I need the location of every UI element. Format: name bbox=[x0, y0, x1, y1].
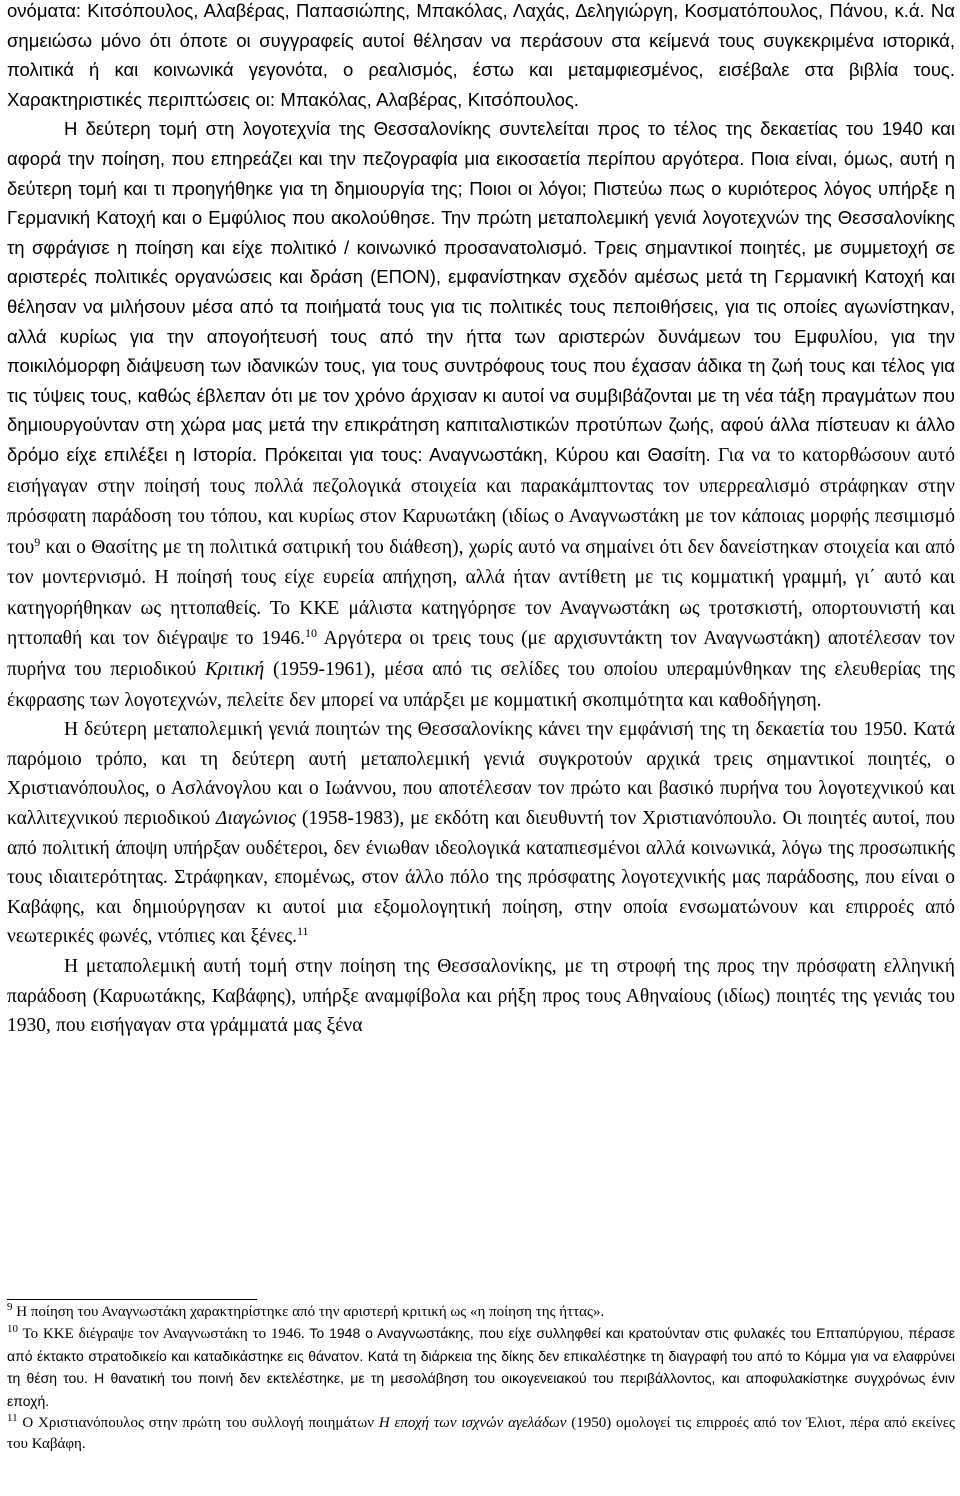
footnote-9 bbox=[7, 1302, 955, 1323]
text-run: και ο Θασίτης με τη πολιτικά σατιρική του διάθεση), χωρίς αυτό να σημαίνει ότι δεν δανείστηκαν στοιχεία και από τον μοντερνισμό. bbox=[7, 536, 955, 589]
footnote-11 bbox=[7, 1413, 955, 1456]
footnote-text: Η ποίηση του Αναγνωστάκη χαρακτηρίστηκε από την αριστερή κριτική ως «η ποίηση της ήττας». bbox=[12, 1304, 605, 1320]
paragraph-1 bbox=[7, 0, 955, 114]
footnote-text: Το ΚΚΕ διέγραψε τον Αναγνωστάκη το 1946. bbox=[18, 1326, 305, 1343]
journal-title-kritiki: Κριτική bbox=[205, 659, 265, 681]
paragraph-4 bbox=[7, 952, 955, 1041]
text-run: Την πρώτη μεταπολεμική γενιά λογοτεχνών της Θεσσαλονίκης τη σφράγισε η ποίηση και είχε πολιτικό / κοινωνικό προσανατολισμό. bbox=[7, 207, 955, 258]
text-run: Ποια είναι, όμως, αυτή η δεύτερη τομή και τι προηγήθηκε για τη δημιουργία της; Ποιοι οι λόγοι; Πιστεύω πως ο κυριότερος λόγος υπήρξε η Γερμανική Κατοχή και ο Εμφύλιος που ακολούθησε. bbox=[7, 147, 955, 229]
footnote-ref-10[interactable]: 10 bbox=[305, 626, 318, 641]
text-run: Χαρακτηριστικές περιπτώσεις οι: Μπακόλας, Αλαβέρας, Κιτσόπουλος. bbox=[7, 88, 579, 110]
footnote-text: (1950) ομολογεί τις επιρροές από τον Έλιοτ, πέρα από εκείνες του Καβάφη. bbox=[7, 1415, 955, 1453]
footnote-ref-11[interactable]: 11 bbox=[296, 924, 309, 939]
footnote-text: Το 1948 ο Αναγνωστάκης, που είχε συλληφθεί και κρατούνταν στις φυλακές του Επταπύργιου, πέρασε από έκτακτο στρατοδικείο και καταδικάστηκε εις θάνατον. Κατά τη διάρκεια της δίκης δεν επικαλέστηκε τη διαγραφή του από το Κόμμα για να ελαφρύνει τη θέση του. Η θανατική του ποινή δεν εκτελέστηκε, με τη μεσολάβηση του οικογενειακού του περιβάλλοντος, και αποφυλακίστηκε συγχρόνως ένιν εποχή. bbox=[7, 1325, 955, 1409]
footnotes bbox=[7, 1302, 955, 1456]
text-run: (1958-1983), με εκδότη και διευθυντή τον Χριστιανόπουλο. bbox=[296, 808, 777, 830]
footnote-ref-9[interactable]: 9 bbox=[34, 534, 41, 549]
text-run: Αργότερα οι τρεις τους (με αρχισυντάκτη τον Αναγνωστάκη) αποτέλεσαν τον πυρήνα του περιοδικού bbox=[7, 628, 955, 681]
text-run: Η μεταπολεμική αυτή τομή στην ποίηση της Θεσσαλονίκης, με τη στροφή της προς την πρόσφατη ελληνική παράδοση (Καρυωτάκης, Καβάφης), υπήρξε αναμφίβολα και ρήξη προς τους Αθηναίους (ιδίως) ποιητές της γενιάς του 1930, που εισήγαγαν στα γράμματά μας ξένα bbox=[7, 956, 955, 1037]
text-run: Οι ποιητές αυτοί, που από πολιτική άποψη υπήρξαν ουδέτεροι, δεν ένιωθαν ιδεολογικά καταπιεσμένοι αλλά κοινωνικά, λόγω της προσωπικής τους ιδιαιτερότητας. bbox=[7, 808, 955, 889]
text-run: Η δεύτερη τομή στη λογοτεχνία της Θεσσαλονίκης συντελείται προς το τέλος της δεκαετίας του 1940 και αφορά την ποίηση, που επηρεάζει και την πεζογραφία μια εικοσαετία περίπου αργότερα. bbox=[7, 118, 955, 169]
book-title: Η εποχή των ισχνών αγελάδων bbox=[378, 1415, 567, 1432]
footnote-number: 10 bbox=[7, 1323, 18, 1336]
text-run: Για να το κατορθώσουν αυτό εισήγαγαν στην ποίησή τους πολλά πεζολογικά στοιχεία και παρακάμπτοντας τον υπερρεαλισμό στράφηκαν στην πρόσφατη παράδοση του τόπου, και κυρίως στον Καρυωτάκη (ιδίως ο Αναγνωστάκη με τον κάποιας μορφής πεσιμισμό του bbox=[7, 444, 956, 558]
journal-title-diagonios: Διαγώνιος bbox=[215, 808, 297, 830]
text-run: ονόματα: Κιτσόπουλος, Αλαβέρας, Παπασιώπης, Μπακόλας, Λαχάς, Δεληγιώργη, Κοσματόπουλος, Πάνου, κ.ά. bbox=[7, 0, 925, 21]
paragraph-3 bbox=[7, 715, 955, 952]
text-run: (1959-1961), μέσα από τις σελίδες του οποίου υπεραμύνθηκαν της ελευθερίας της έκφρασης των λογοτεχνών, πελείτε δεν μπορεί να υπάρξει με κομματική σκοπιμότητα και καθοδήγηση. bbox=[7, 659, 955, 711]
footnote-separator bbox=[7, 1299, 257, 1300]
text-run: Κατά παρόμοιο τρόπο, και τη δεύτερη αυτή μεταπολεμική γενιά συγκροτούν αρχικά τρεις σημαντικοί ποιητές, ο Χριστιανόπουλος, ο Ασλάνογλου και ο Ιωάννου, που αποτέλεσαν τον πρώτο και βασικό πυρήνα του λογοτεχνικού και καλλιτεχνικού περιοδικού bbox=[7, 719, 955, 830]
text-run: Στράφηκαν, επομένως, στον άλλο πόλο της πρόσφατης λογοτεχνικής μας παράδοσης, που είναι ο Καβάφης, και δημιούργησαν κι αυτοί μια εξομολογητική ποίηση, στην οποία ενσωματώνουν και επιρροές από νεωτερικές φωνές, ντόπιες και ξένες. bbox=[7, 867, 955, 948]
body-text bbox=[7, 0, 955, 1041]
footnote-text: Ο Χριστιανόπουλος στην πρώτη του συλλογή ποιημάτων bbox=[17, 1415, 379, 1432]
footnote-number: 11 bbox=[7, 1412, 18, 1425]
footnote-number: 9 bbox=[7, 1301, 13, 1313]
text-run: Τρεις σημαντικοί ποιητές, με συμμετοχή σε αριστερές πολιτικές οργανώσεις και δράση (ΕΠΟΝ), εμφανίστηκαν σχεδόν αμέσως μετά τη Γερμανική Κατοχή και θέλησαν να μιλήσουν μέσα από τα ποιήματά τους για τις πολιτικές τους πεποιθήσεις, για τις οποίες αγωνίστηκαν, αλλά κυρίως για την απογοήτευσή τους από την ήττα των αριστερών δυνάμεων του Εμφυλίου, για την ποικιλόμορφη διάψευση των ιδανικών τους, για τους συντρόφους τους που έχασαν άδικα τη ζωή τους και τέλος για τις τύψεις τους, καθώς έβλεπαν ότι με τον χρόνο άρχισαν κι αυτοί να συμβιβάζονται με τη νέα τάξη πραγμάτων που δημιουργούνταν στη χώρα μας μετά την επικράτηση καπιταλιστικών προτύπων ζωής, αφού άλλα πίστευαν κι άλλο δρόμο είχε επιλέξει η Ιστορία. bbox=[7, 236, 955, 465]
text-run: Η δεύτερη μεταπολεμική γενιά ποιητών της Θεσσαλονίκης κάνει την εμφάνισή της τη δεκαετία του 1950. bbox=[64, 719, 908, 741]
paragraph-2 bbox=[7, 114, 955, 715]
text-run: Η ποίησή τους είχε ευρεία απήχηση, αλλά ήταν αντίθετη με τις κομματική γραμμή, γι΄ αυτό και κατηγορήθηκαν ως ηττοπαθείς. Το ΚΚΕ μάλιστα κατηγόρησε τον Αναγνωστάκη ως τροτσκιστή, οπορτουνιστή και ηττοπαθή και τον διέγραψε το 1946. bbox=[7, 567, 956, 650]
footnote-10 bbox=[7, 1323, 955, 1413]
text-run: Πρόκειται για τους: Αναγνωστάκη, Κύρου και Θασίτη. bbox=[257, 443, 711, 465]
text-run: Να σημειώσω μόνο ότι όποτε οι συγγραφείς αυτοί θέλησαν να περάσουν στα κείμενά τους συγκεκριμένα ιστορικά, πολιτικά ή και κοινωνικά γεγονότα, ο ρεαλισμός, έστω και μεταμφιεσμένος, εισέβαλε στα βιβλία τους. bbox=[7, 0, 955, 81]
